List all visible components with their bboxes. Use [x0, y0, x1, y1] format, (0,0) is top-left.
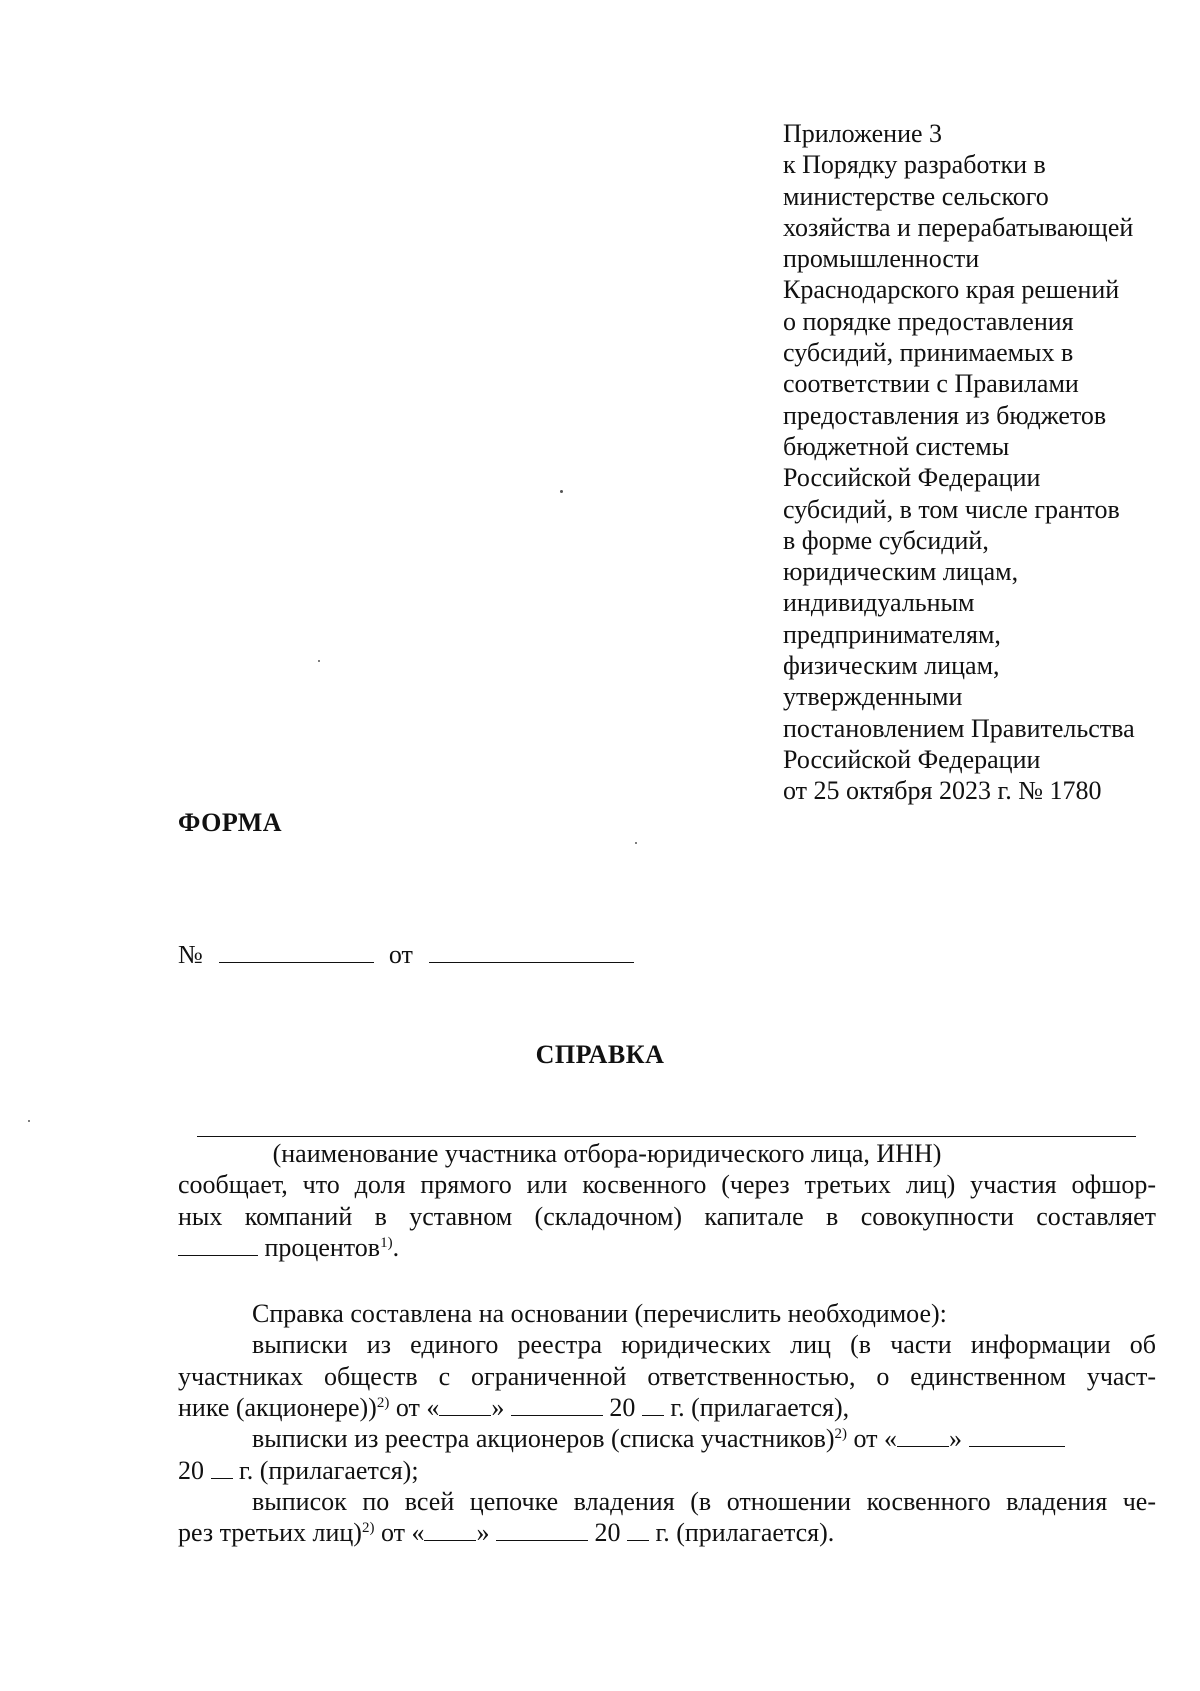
appendix-line: субсидий, принимаемых в — [783, 338, 1074, 368]
scan-speck — [635, 842, 637, 844]
document-body — [178, 1138, 1156, 1549]
text-fragment: нике (акционере)) — [178, 1393, 377, 1423]
paragraph-line: участниках обществ с ограниченной ответственностью, о единственном участ- — [178, 1361, 1156, 1391]
number-date-line — [178, 940, 634, 970]
day-blank[interactable] — [897, 1426, 949, 1447]
percent-label: процентов — [264, 1232, 381, 1262]
from-word: от — [388, 940, 413, 969]
appendix-line: к Порядку разработки в — [783, 150, 1046, 180]
footnote-mark: 2) — [376, 1395, 390, 1412]
number-sign: № — [178, 940, 203, 969]
appendix-line: от 25 октября 2023 г. № 1780 — [783, 776, 1102, 806]
appendix-line: Российской Федерации — [783, 463, 1041, 493]
text-fragment: г. (прилагается). — [655, 1518, 835, 1548]
name-caption: (наименование участника отбора-юридического лица, ИНН) — [272, 1139, 942, 1168]
month-blank[interactable] — [496, 1520, 588, 1541]
text-fragment: 20 — [594, 1518, 621, 1548]
appendix-line: в форме субсидий, — [783, 525, 989, 555]
scan-speck — [560, 490, 563, 493]
text-fragment: от « — [380, 1518, 425, 1548]
extract-shareholders-year-line — [178, 1455, 1156, 1486]
year-blank[interactable] — [627, 1520, 649, 1541]
appendix-line: предоставления из бюджетов — [783, 400, 1107, 430]
paragraph-line: сообщает, что доля прямого или косвенного (через третьих лиц) участия офшор- — [178, 1170, 1156, 1200]
appendix-line: министерстве сельского — [783, 181, 1049, 211]
paragraph-line: выписки из единого реестра юридических лиц (в части информации об — [252, 1330, 1156, 1360]
participant-name-blank[interactable] — [197, 1136, 1136, 1137]
appendix-header — [783, 118, 1183, 807]
month-blank[interactable] — [969, 1426, 1065, 1447]
number-blank[interactable] — [219, 942, 374, 963]
appendix-line: физическим лицам, — [783, 651, 1000, 681]
year-blank[interactable] — [211, 1458, 233, 1479]
month-blank[interactable] — [511, 1395, 603, 1416]
text-fragment: выписки из реестра акционеров (списка участников) — [252, 1424, 835, 1454]
appendix-line: индивидуальным — [783, 588, 975, 618]
appendix-line: о порядке предоставления — [783, 306, 1074, 336]
text-fragment: » — [476, 1518, 490, 1548]
appendix-line: Приложение 3 — [783, 119, 943, 148]
text-fragment: г. (прилагается), — [670, 1393, 850, 1423]
paragraph-line: выписок по всей цепочке владения (в отношении косвенного владения че- — [252, 1486, 1156, 1516]
footnote-mark: 2) — [361, 1520, 375, 1537]
percent-line — [178, 1232, 1156, 1263]
text-fragment: » — [949, 1424, 963, 1454]
extract-shareholders-line — [178, 1423, 1156, 1454]
scan-speck — [28, 1120, 30, 1122]
document-title: СПРАВКА — [535, 1040, 665, 1069]
date-blank[interactable] — [429, 942, 634, 963]
appendix-line: Краснодарского края решений — [783, 275, 1120, 305]
footnote-mark: 1) — [380, 1234, 393, 1251]
percent-blank[interactable] — [178, 1235, 258, 1256]
appendix-line: предпринимателям, — [783, 619, 1001, 649]
appendix-line: субсидий, в том числе грантов — [783, 494, 1120, 524]
extract-chain-date-line — [178, 1517, 1156, 1548]
day-blank[interactable] — [439, 1395, 491, 1416]
extract-egrul-date-line — [178, 1392, 1156, 1423]
appendix-line: постановлением Правительства — [783, 713, 1135, 743]
text-fragment: от « — [395, 1393, 440, 1423]
text-fragment: 20 — [609, 1393, 636, 1423]
footnote-mark: 2) — [834, 1426, 847, 1443]
appendix-line: утвержденными — [783, 682, 963, 712]
text-fragment: от « — [853, 1424, 898, 1454]
text-fragment: » — [491, 1393, 505, 1423]
appendix-line: хозяйства и перерабатывающей — [783, 212, 1134, 242]
text-fragment: рез третьих лиц) — [178, 1518, 362, 1548]
appendix-line: соответствии с Правилами — [783, 369, 1079, 399]
basis-intro: Справка составлена на основании (перечислить необходимое): — [252, 1299, 947, 1329]
form-label: ФОРМА — [178, 808, 283, 837]
paragraph-line: ных компаний в уставном (складочном) капитале в совокупности составляет — [178, 1201, 1156, 1231]
year-blank[interactable] — [642, 1395, 664, 1416]
appendix-line: юридическим лицам, — [783, 557, 1019, 587]
appendix-line: бюджетной системы — [783, 431, 1010, 461]
day-blank[interactable] — [424, 1520, 476, 1541]
text-fragment: г. (прилагается); — [239, 1455, 419, 1485]
appendix-line: промышленности — [783, 244, 980, 274]
sentence-end: . — [392, 1232, 400, 1262]
text-fragment: 20 — [178, 1455, 204, 1485]
appendix-line: Российской Федерации — [783, 744, 1041, 774]
scan-speck — [318, 660, 320, 662]
